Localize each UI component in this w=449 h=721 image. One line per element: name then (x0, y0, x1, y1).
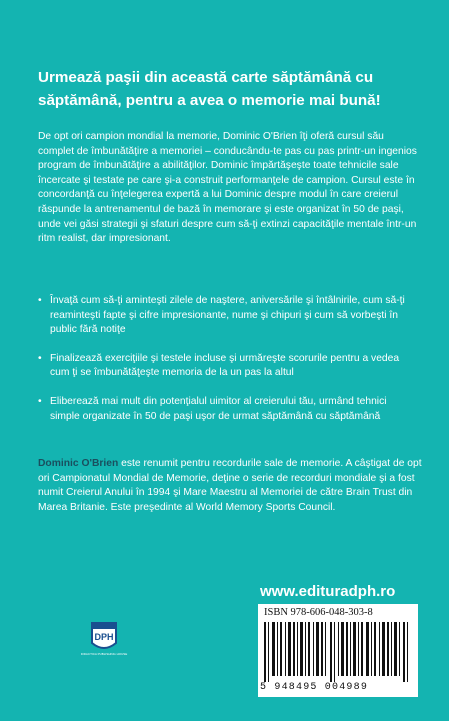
isbn-barcode (258, 604, 418, 697)
author-name: Dominic O'Brien (38, 458, 119, 469)
bullet-marker: • (38, 352, 42, 364)
bullet-text: Finalizează exerciţiile şi testele incluse şi urmăreşte scorurile pentru a vedea cum ţi se îmbunătăţeşte memoria de la un pas la altul (50, 352, 400, 379)
bullet-marker: • (38, 295, 42, 306)
author-bio-text: este renumit pentru recordurile sale de memorie. A câştigat de opt ori Campionatul Mondial de Memorie, deţine o serie de recorduri mondiale şi a fost numit Creierul Anului în 1994 şi Mare Maestru al Memoriei de către Brain Trust din Marea Britanie. Este preşedinte al World Memory Sports Council. (38, 458, 422, 513)
website: www.edituradph.ro (260, 583, 396, 600)
bullet-item (38, 395, 418, 424)
bullet-item (38, 352, 418, 381)
isbn-label: ISBN 978-606-048-303-8 (264, 607, 373, 618)
headline: Urmează paşii din această carte săptămână cu săptămână, pentru a avea o memorie mai bună! (38, 69, 381, 109)
bullet-text: Învaţă cum să-ţi aminteşti zilele de naştere, aniversările şi întâlnirile, cum să-ţi reaminteşti fapte şi cifre impresionante, nume şi chipuri şi cum să vorbeşti în public fără notiţe (50, 295, 405, 336)
bullet-marker: • (38, 395, 42, 407)
author-bio (38, 457, 422, 515)
publisher-logo (80, 617, 128, 657)
publisher-logo-subtitle: DIDACTICA PUBLISHING HOUSE (80, 652, 128, 656)
barcode-icon (262, 622, 412, 682)
intro-paragraph: De opt ori campion mondial la memorie, Dominic O'Brien îţi oferă cursul său complet de îmbunătăţire a memoriei – conducându-te pas cu pas printr-un ingenios program de îmbunătăţire a abilităţilor. Dominic împărtăşeşte toate tehnicile sale încercate şi testate pe care şi-a construit performanţele de campion. Cursul este în concordanţă cu înţelegerea expertă a lui Dominic despre modul în care creierul răspunde la antrenamentul de bază în memorare şi este organizat în 50 de paşi, unde vei găsi strategii şi sfaturi despre cum să-ţi extinzi capacităţile mentale într-un ritm realist, dar impresionant. (38, 131, 417, 245)
bullet-item (38, 294, 418, 338)
bullet-list (38, 294, 418, 438)
publisher-logo-letters: DPH (94, 632, 114, 642)
barcode-digits: 5 948495 004989 (260, 682, 369, 693)
bullet-text: Eliberează mai mult din potenţialul uimitor al creierului tău, urmând tehnici simple organizate în 50 de paşi uşor de urmat săptămână cu săptămână (50, 395, 387, 422)
